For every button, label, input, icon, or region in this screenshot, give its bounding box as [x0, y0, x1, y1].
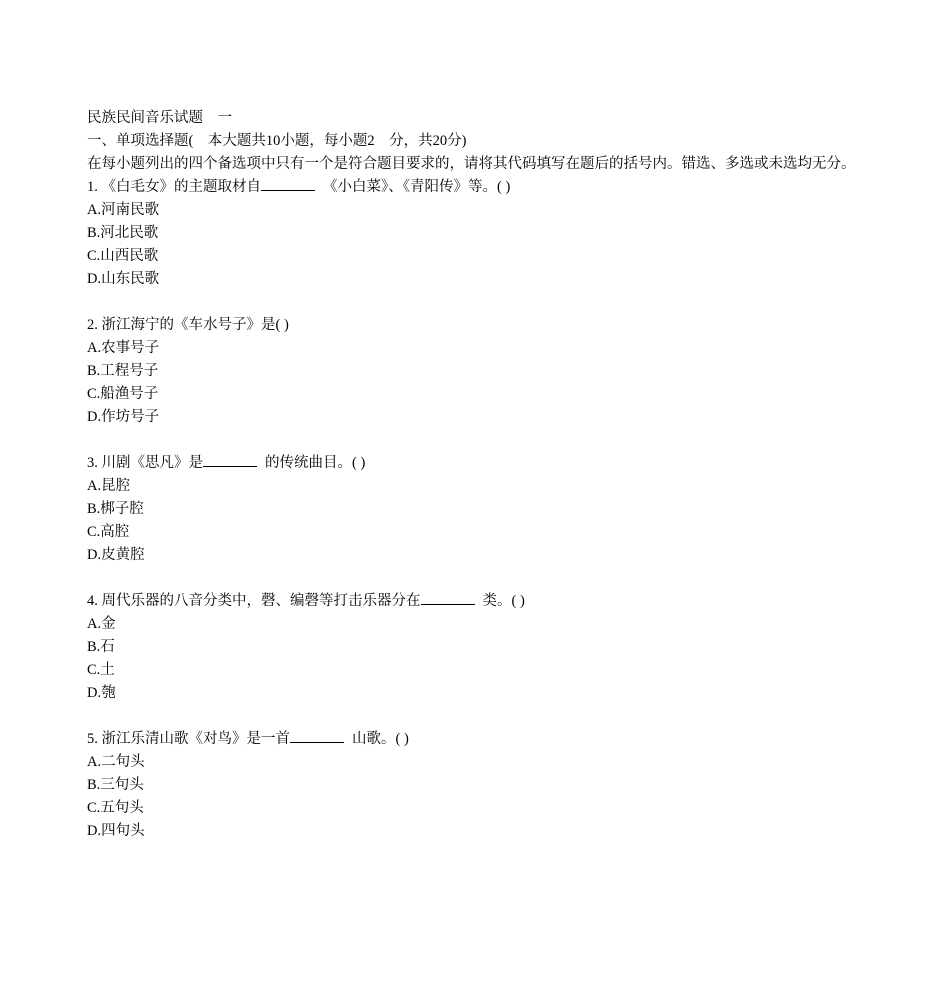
option-c: C.五句头 — [87, 800, 144, 816]
question-text-tail: 类。( ) — [482, 593, 525, 609]
question-text-tail: 山歌。( ) — [352, 731, 409, 747]
option-c: C.土 — [87, 662, 115, 678]
option-d: D.匏 — [87, 685, 116, 701]
spacer — [87, 429, 887, 452]
question-text: 1. 《白毛女》的主题取材自 — [87, 179, 261, 195]
question-text: 5. 浙江乐清山歌《对鸟》是一首 — [87, 731, 290, 747]
option-a: A.金 — [87, 616, 116, 632]
spacer — [87, 567, 887, 590]
question-2 — [87, 314, 887, 337]
option-a: A.二句头 — [87, 754, 145, 770]
option-a: A.昆腔 — [87, 478, 131, 494]
instructions: 在每小题列出的四个备选项中只有一个是符合题目要求的，请将其代码填写在题后的括号内。错选、多选或未选均无分。 — [87, 156, 856, 172]
spacer — [87, 291, 887, 314]
option-b: B.工程号子 — [87, 363, 159, 379]
question-text: 3. 川剧《思凡》是 — [87, 455, 203, 471]
option-b: B.河北民歌 — [87, 225, 159, 241]
option-b: B.三句头 — [87, 777, 144, 793]
answer-blank — [203, 452, 257, 467]
answer-blank — [290, 728, 344, 743]
option-b: B.石 — [87, 639, 115, 655]
option-d: D.四句头 — [87, 823, 145, 839]
question-3 — [87, 452, 887, 475]
option-a: A.河南民歌 — [87, 202, 160, 218]
answer-blank — [421, 590, 475, 605]
question-1 — [87, 176, 887, 199]
option-d: D.山东民歌 — [87, 271, 160, 287]
answer-blank — [261, 176, 315, 191]
question-5 — [87, 728, 887, 751]
question-text: 2. 浙江海宁的《车水号子》是( ) — [87, 317, 289, 333]
option-b: B.梆子腔 — [87, 501, 144, 517]
spacer — [87, 705, 887, 728]
option-d: D.作坊号子 — [87, 409, 160, 425]
option-c: C.船渔号子 — [87, 386, 159, 402]
question-text: 4. 周代乐器的八音分类中，磬、编磬等打击乐器分在 — [87, 593, 421, 609]
question-text-tail: 《小白菜》、《青阳传》等。( ) — [323, 179, 511, 195]
document-page — [87, 107, 887, 843]
option-a: A.农事号子 — [87, 340, 160, 356]
doc-title: 民族民间音乐试题 一 — [87, 110, 232, 126]
option-c: C.高腔 — [87, 524, 130, 540]
option-d: D.皮黄腔 — [87, 547, 145, 563]
section-heading: 一、单项选择题( 本大题共10小题，每小题2 分，共20分) — [87, 133, 467, 149]
option-c: C.山西民歌 — [87, 248, 159, 264]
question-text-tail: 的传统曲目。( ) — [265, 455, 366, 471]
question-4 — [87, 590, 887, 613]
